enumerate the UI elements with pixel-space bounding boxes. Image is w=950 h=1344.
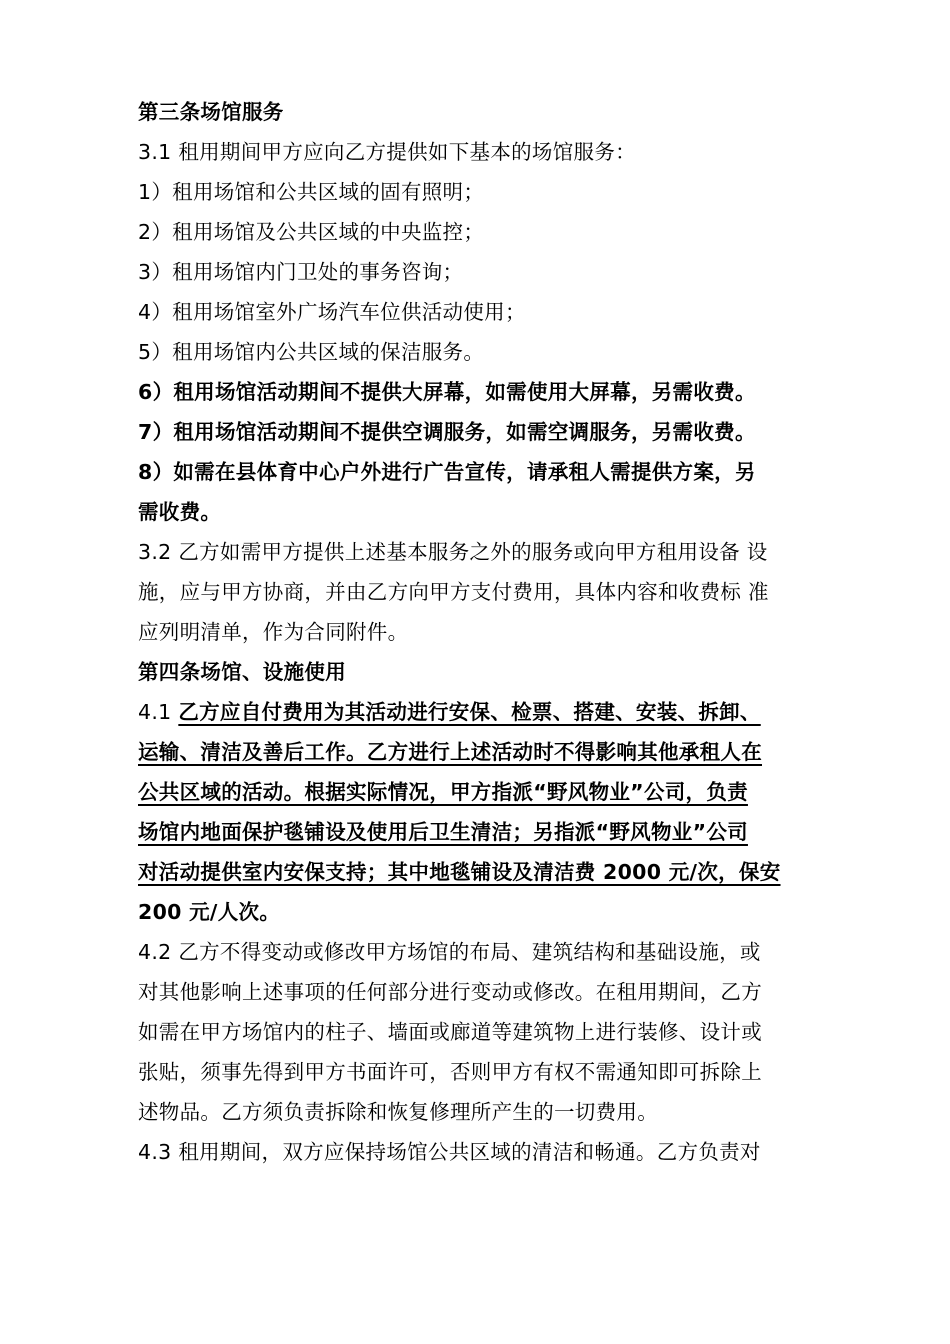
service-item-2: 2）租用场馆及公共区域的中央监控； xyxy=(138,220,485,244)
clause-3-1-intro: 3.1 租用期间甲方应向乙方提供如下基本的场馆服务： xyxy=(138,140,636,164)
service-item-5: 5）租用场馆内公共区域的保洁服务。 xyxy=(138,340,485,364)
clause-4-1-line-1 xyxy=(138,692,828,732)
clause-4-1-line-3: 公共区域的活动。根据实际情况，甲方指派“野风物业”公司，负责 xyxy=(138,780,748,804)
clause-4-1-line-2: 运输、清洁及善后工作。乙方进行上述活动时不得影响其他承租人在 xyxy=(138,740,762,764)
clause-4-1-line-5: 对活动提供室内安保支持；其中地毯铺设及清洁费 2000 元/次，保安 xyxy=(138,860,781,884)
service-item-6: 6）租用场馆活动期间不提供大屏幕，如需使用大屏幕，另需收费。 xyxy=(138,380,756,404)
clause-3-2-line-3: 应列明清单，作为合同附件。 xyxy=(138,620,409,644)
service-item-8-line-1: 8）如需在县体育中心户外进行广告宣传，请承租人需提供方案，另 xyxy=(138,460,756,484)
clause-4-2-line-5: 述物品。乙方须负责拆除和恢复修理所产生的一切费用。 xyxy=(138,1100,658,1124)
clause-4-2-line-3: 如需在甲方场馆内的柱子、墙面或廊道等建筑物上进行装修、设计或 xyxy=(138,1020,762,1044)
section-3-heading: 第三条场馆服务 xyxy=(138,100,284,124)
service-item-3: 3）租用场馆内门卫处的事务咨询； xyxy=(138,260,464,284)
clause-4-2-line-2: 对其他影响上述事项的任何部分进行变动或修改。在租用期间，乙方 xyxy=(138,980,762,1004)
clause-4-1-text: 乙方应自付费用为其活动进行安保、检票、搭建、安装、拆卸、 xyxy=(178,700,761,724)
section-4-heading: 第四条场馆、设施使用 xyxy=(138,660,346,684)
clause-4-1-number: 4.1 xyxy=(138,700,179,724)
service-item-4: 4）租用场馆室外广场汽车位供活动使用； xyxy=(138,300,526,324)
service-item-1: 1）租用场馆和公共区域的固有照明； xyxy=(138,180,485,204)
service-item-8-line-2: 需收费。 xyxy=(138,500,222,524)
clause-4-2-line-1: 4.2 乙方不得变动或修改甲方场馆的布局、建筑结构和基础设施，或 xyxy=(138,940,761,964)
clause-4-1-line-6: 200 元/人次。 xyxy=(138,900,281,924)
clause-4-2-line-4: 张贴，须事先得到甲方书面许可，否则甲方有权不需通知即可拆除上 xyxy=(138,1060,762,1084)
service-item-7: 7）租用场馆活动期间不提供空调服务，如需空调服务，另需收费。 xyxy=(138,420,756,444)
clause-4-3-line-1: 4.3 租用期间，双方应保持场馆公共区域的清洁和畅通。乙方负责对 xyxy=(138,1140,761,1164)
clause-4-1-line-4: 场馆内地面保护毯铺设及使用后卫生清洁；另指派“野风物业”公司 xyxy=(138,820,748,844)
contract-page xyxy=(138,92,828,1172)
clause-3-2-line-2: 施，应与甲方协商，并由乙方向甲方支付费用，具体内容和收费标 准 xyxy=(138,580,769,604)
clause-3-2-line-1: 3.2 乙方如需甲方提供上述基本服务之外的服务或向甲方租用设备 设 xyxy=(138,540,768,564)
